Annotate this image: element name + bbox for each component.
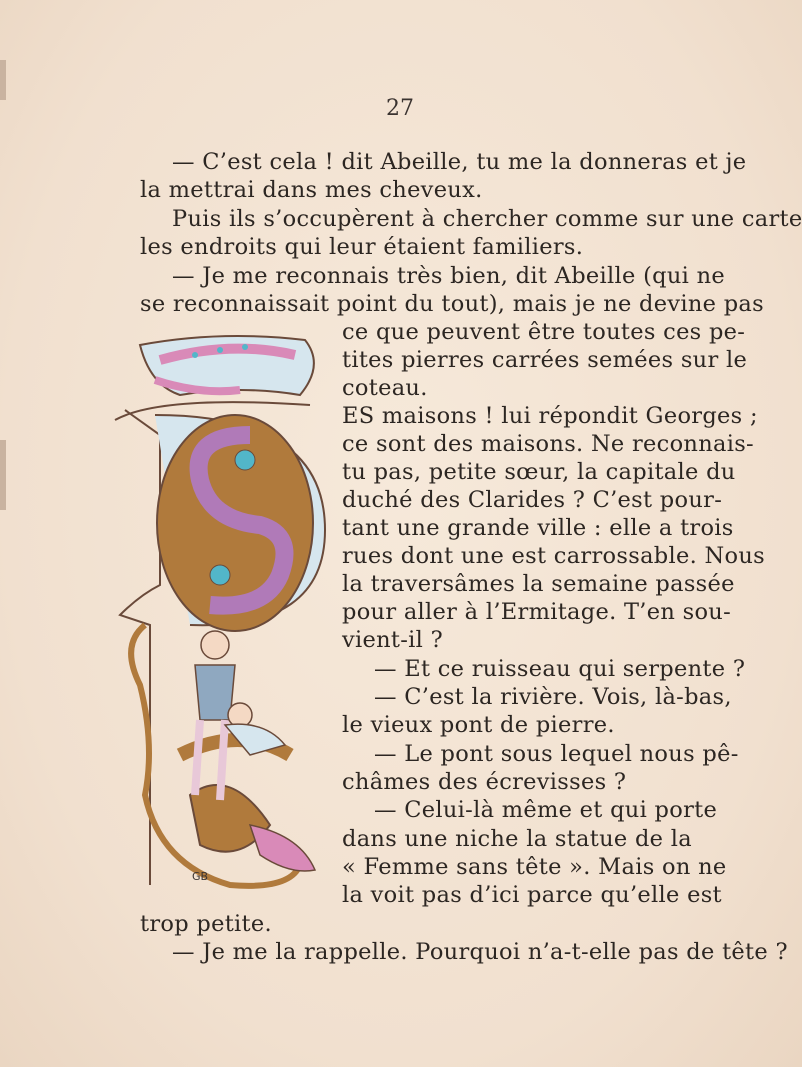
text-line: — Le pont sous lequel nous pê- [374,741,739,767]
page-edge-mark [0,60,6,100]
text-line: châmes des écrevisses ? [342,769,627,795]
text-line: Puis ils s’occupèrent à chercher comme sur une carte [172,206,802,232]
ribbon-thread [115,402,310,420]
page-edge-mark [0,440,6,510]
boy-head [201,631,229,659]
ribbon-dot [242,344,248,350]
text-line: dans une niche la statue de la [342,826,692,852]
text-line: ES maisons ! lui répondit Georges ; [342,403,758,429]
text-line: duché des Clarides ? C’est pour- [342,487,723,513]
text-line: trop petite. [140,911,272,937]
page-number: 27 [386,96,414,121]
text-line: — C’est la rivière. Vois, là-bas, [374,684,732,710]
ribbon-dot [217,347,223,353]
text-line: la traversâmes la semaine passée [342,571,735,597]
text-line: vient-il ? [342,627,443,653]
rosette [210,565,230,585]
text-line: tu pas, petite sœur, la capitale du [342,459,736,485]
text-line: tites pierres carrées semées sur le [342,347,748,373]
text-line: la mettrai dans mes cheveux. [140,177,483,203]
text-line: — Je me la rappelle. Pourquoi n’a-t-elle pas de tête ? [172,939,788,965]
text-line: rues dont une est carrossable. Nous [342,543,765,569]
text-line: — C’est cela ! dit Abeille, tu me la donneras et je [172,149,747,175]
girl-head [228,703,252,727]
text-line: « Femme sans tête ». Mais on ne [342,854,727,880]
text-line: le vieux pont de pierre. [342,712,615,738]
letter-stem [120,410,160,885]
text-line: pour aller à l’Ermitage. T’en sou- [342,599,731,625]
ribbon-dot [192,352,198,358]
text-line: ce sont des maisons. Ne reconnais- [342,431,754,457]
text-line: — Celui-là même et qui porte [374,797,718,823]
text-line: — Je me reconnais très bien, dit Abeille (qui ne [172,263,726,289]
text-line: se reconnaissait point du tout), mais je ne devine pas [140,291,764,317]
text-line: les endroits qui leur étaient familiers. [140,234,584,260]
rosette [235,450,255,470]
artist-monogram: GB [192,870,209,883]
text-line: la voit pas d’ici parce qu’elle est [342,882,722,908]
drop-cap-illustration [100,325,335,900]
text-line: — Et ce ruisseau qui serpente ? [374,656,746,682]
text-line: tant une grande ville : elle a trois [342,515,734,541]
pink-leaf [250,825,315,871]
text-line: ce que peuvent être toutes ces pe- [342,319,746,345]
text-line: coteau. [342,375,428,401]
